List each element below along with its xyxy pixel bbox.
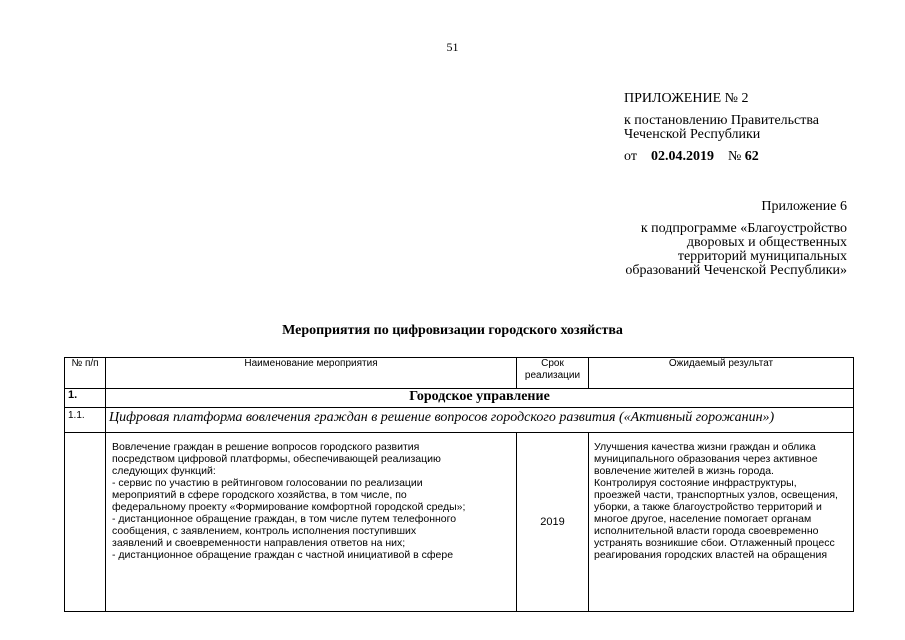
- description-line: посредством цифровой платформы, обеспечивающей реализацию: [112, 453, 441, 465]
- appendix-title: ПРИЛОЖЕНИЕ № 2: [624, 91, 749, 106]
- subsection-row: [65, 408, 854, 433]
- header-name: Наименование мероприятия: [106, 358, 517, 389]
- description-line: сообщения, с заявлением, контроль исполнения поступивших: [112, 525, 417, 537]
- subsection-name: Цифровая платформа вовлечения граждан в решение вопросов городского развития («Активный горожанин»): [106, 408, 854, 433]
- number-prefix: №: [727, 149, 742, 164]
- result-line: муниципального образования через активное: [594, 453, 818, 465]
- date-prefix: от: [624, 149, 637, 164]
- measures-table: [64, 357, 854, 612]
- sub-appendix-title: Приложение 6: [761, 199, 847, 214]
- description-line: федеральному проекту «Формирование комфортной городской среды»;: [112, 501, 466, 513]
- expected-result: [589, 433, 854, 612]
- description-line: - сервис по участию в рейтинговом голосовании по реализации: [112, 477, 423, 489]
- appendix-number: 62: [744, 149, 759, 164]
- row-num-cell: [65, 433, 106, 612]
- appendix-block: [624, 92, 819, 164]
- section-name: Городское управление: [106, 389, 854, 408]
- sub-appendix-line: территорий муниципальных: [677, 249, 847, 264]
- result-line: устранять возникшие сбои. Отлаженный процесс: [594, 537, 835, 549]
- section-row: [65, 389, 854, 408]
- document-title: Мероприятия по цифровизации городского хозяйства: [282, 323, 623, 338]
- result-line: вовлечение жителей в жизнь города.: [594, 465, 774, 477]
- result-line: Улучшения качества жизни граждан и облика: [594, 441, 816, 453]
- result-line: уборки, а также благоустройство территорий и: [594, 501, 822, 513]
- appendix-date: 02.04.2019: [650, 149, 714, 164]
- implementation-term: 2019: [517, 433, 589, 612]
- table-header-row: [65, 358, 854, 389]
- appendix-line-2: Чеченской Республики: [624, 127, 761, 142]
- table-row: [65, 433, 854, 612]
- result-line: исполнительной власти города своевременно: [594, 525, 819, 537]
- subsection-num: 1.1.: [65, 408, 106, 433]
- result-line: Контролируя состояние инфраструктуры,: [594, 477, 797, 489]
- description-line: следующих функций:: [112, 465, 216, 477]
- appendix-line-1: к постановлению Правительства: [624, 113, 820, 128]
- header-result: Ожидаемый результат: [589, 358, 854, 389]
- result-line: проезжей части, транспортных узлов, освещения,: [594, 489, 838, 501]
- description-line: мероприятий в сфере городского хозяйства, в том числе, по: [112, 489, 407, 501]
- description-line: Вовлечение граждан в решение вопросов городского развития: [112, 441, 420, 453]
- sub-appendix-line: дворовых и общественных: [686, 235, 847, 250]
- result-line: реагирования городских властей на обращения: [594, 549, 828, 561]
- sub-appendix-line: к подпрограмме «Благоустройство: [640, 221, 847, 236]
- description-line: - дистанционное обращение граждан, в том числе путем телефонного: [112, 513, 457, 525]
- header-num: № п/п: [65, 358, 106, 389]
- header-term: Срок реализации: [517, 358, 589, 389]
- sub-appendix-block: [625, 200, 847, 278]
- appendix-date-line: [624, 150, 819, 164]
- section-num: 1.: [65, 389, 106, 408]
- sub-appendix-line: образований Чеченской Республики»: [625, 263, 847, 278]
- page-number: 51: [446, 40, 459, 54]
- description-line: заявлений и своевременности направления ответов на них;: [112, 537, 406, 549]
- result-line: многое другое, население помогает органам: [594, 513, 812, 525]
- description-line: - дистанционное обращение граждан с частной инициативой в сфере: [112, 549, 454, 561]
- measure-description: [106, 433, 517, 612]
